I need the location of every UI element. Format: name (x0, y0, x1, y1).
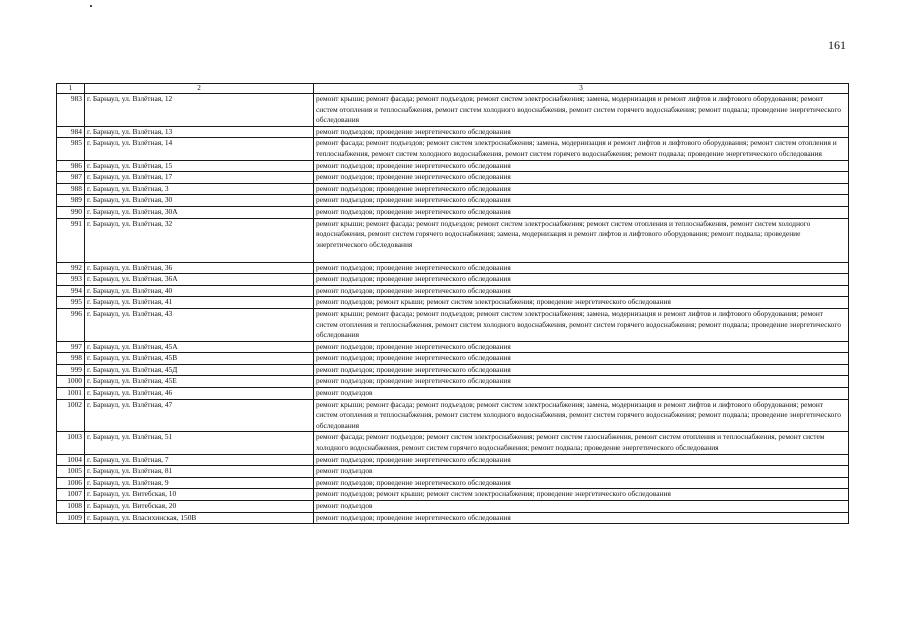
row-address: г. Барнаул, ул. Взлётная, 51 (85, 432, 314, 454)
table-row (57, 364, 849, 376)
row-number: 987 (57, 172, 85, 184)
row-number: 989 (57, 195, 85, 207)
scan-speck (90, 5, 92, 7)
table-header-row (57, 84, 849, 94)
row-number: 983 (57, 94, 85, 127)
row-works: ремонт подъездов; проведение энергетического обследования (314, 206, 849, 218)
row-address: г. Барнаул, ул. Взлётная, 36 (85, 262, 314, 274)
row-number: 1001 (57, 388, 85, 400)
row-address: г. Барнаул, ул. Взлётная, 45Е (85, 376, 314, 388)
row-works: ремонт фасада; ремонт подъездов; ремонт систем электроснабжения; замена, модернизация и ремонт лифтов и лифтового оборудования; ремонт систем отопления и теплоснабжения, ремонт систем холодного водоснабжения, ремонт систем горячего водоснабжения; ремонт подвала; проведение энергетического обследования (314, 138, 849, 160)
row-works: ремонт подъездов; проведение энергетического обследования (314, 195, 849, 207)
row-works: ремонт подъездов; проведение энергетического обследования (314, 126, 849, 138)
row-number: 986 (57, 160, 85, 172)
table-body (57, 84, 849, 524)
row-address: г. Барнаул, ул. Взлётная, 81 (85, 466, 314, 478)
table-row (57, 172, 849, 184)
row-number: 1006 (57, 477, 85, 489)
table-row (57, 183, 849, 195)
table-row (57, 218, 849, 262)
row-works: ремонт крыши; ремонт фасада; ремонт подъездов; ремонт систем электроснабжения; замена, модернизация и ремонт лифтов и лифтового оборудования; ремонт систем отопления и теплоснабжения, ремонт систем холодного водоснабжения, ремонт систем горячего водоснабжения; ремонт подвала; проведение энергетического обследования (314, 399, 849, 432)
row-number: 1000 (57, 376, 85, 388)
table-row (57, 477, 849, 489)
row-address: г. Барнаул, ул. Взлётная, 12 (85, 94, 314, 127)
row-number: 984 (57, 126, 85, 138)
table-row (57, 262, 849, 274)
table-row (57, 432, 849, 454)
row-number: 1004 (57, 454, 85, 466)
row-works: ремонт подъездов; проведение энергетического обследования (314, 262, 849, 274)
row-address: г. Барнаул, ул. Взлётная, 46 (85, 388, 314, 400)
table-row (57, 376, 849, 388)
row-works: ремонт подъездов (314, 388, 849, 400)
row-address: г. Барнаул, ул. Взлётная, 41 (85, 297, 314, 309)
repair-registry-table (56, 83, 849, 524)
row-address: г. Барнаул, ул. Взлётная, 43 (85, 308, 314, 341)
row-address: г. Барнаул, ул. Взлётная, 15 (85, 160, 314, 172)
row-works: ремонт подъездов; проведение энергетического обследования (314, 274, 849, 286)
row-number: 997 (57, 341, 85, 353)
row-number: 995 (57, 297, 85, 309)
row-works: ремонт подъездов; проведение энергетического обследования (314, 183, 849, 195)
row-number: 1003 (57, 432, 85, 454)
table-row (57, 138, 849, 160)
table-row (57, 126, 849, 138)
row-address: г. Барнаул, ул. Взлётная, 45В (85, 353, 314, 365)
row-works: ремонт подъездов; проведение энергетического обследования (314, 341, 849, 353)
row-number: 999 (57, 364, 85, 376)
row-number: 1009 (57, 512, 85, 524)
row-address: г. Барнаул, ул. Взлётная, 32 (85, 218, 314, 262)
table-row (57, 195, 849, 207)
row-address: г. Барнаул, ул. Взлётная, 7 (85, 454, 314, 466)
table-row (57, 274, 849, 286)
row-address: г. Барнаул, ул. Взлётная, 36А (85, 274, 314, 286)
table-row (57, 454, 849, 466)
row-works: ремонт подъездов; проведение энергетического обследования (314, 160, 849, 172)
row-number: 998 (57, 353, 85, 365)
row-address: г. Барнаул, ул. Взлётная, 13 (85, 126, 314, 138)
table-row (57, 466, 849, 478)
row-address: г. Барнаул, ул. Взлётная, 17 (85, 172, 314, 184)
row-address: г. Барнаул, ул. Взлётная, 47 (85, 399, 314, 432)
table-row (57, 399, 849, 432)
row-works: ремонт подъездов; проведение энергетического обследования (314, 353, 849, 365)
row-number: 996 (57, 308, 85, 341)
row-address: г. Барнаул, ул. Взлётная, 40 (85, 285, 314, 297)
row-address: г. Барнаул, ул. Власихинская, 150В (85, 512, 314, 524)
row-number: 992 (57, 262, 85, 274)
row-works: ремонт крыши; ремонт фасада; ремонт подъездов; ремонт систем электроснабжения; замена, модернизация и ремонт лифтов и лифтового оборудования; ремонт систем отопления и теплоснабжения, ремонт систем холодного водоснабжения, ремонт систем горячего водоснабжения; ремонт подвала; проведение энергетического обследования (314, 94, 849, 127)
row-address: г. Барнаул, ул. Взлётная, 45Д (85, 364, 314, 376)
row-number: 993 (57, 274, 85, 286)
row-works: ремонт подъездов (314, 466, 849, 478)
row-works: ремонт подъездов; проведение энергетического обследования (314, 285, 849, 297)
row-works: ремонт подъездов (314, 501, 849, 513)
row-address: г. Барнаул, ул. Витебская, 10 (85, 489, 314, 501)
table-row (57, 341, 849, 353)
row-works: ремонт подъездов; ремонт крыши; ремонт систем электроснабжения; проведение энергетического обследования (314, 489, 849, 501)
table-row (57, 285, 849, 297)
row-works: ремонт подъездов; проведение энергетического обследования (314, 376, 849, 388)
table-row (57, 160, 849, 172)
row-number: 990 (57, 206, 85, 218)
header-col-2: 2 (85, 84, 314, 94)
table-row (57, 501, 849, 513)
header-col-3: 3 (314, 84, 849, 94)
table-row (57, 388, 849, 400)
row-number: 1007 (57, 489, 85, 501)
row-number: 991 (57, 218, 85, 262)
row-works: ремонт подъездов; проведение энергетического обследования (314, 454, 849, 466)
table-row (57, 512, 849, 524)
row-works: ремонт подъездов; проведение энергетического обследования (314, 512, 849, 524)
row-number: 1002 (57, 399, 85, 432)
table-row (57, 206, 849, 218)
row-works: ремонт подъездов; проведение энергетического обследования (314, 477, 849, 489)
table-row (57, 489, 849, 501)
row-address: г. Барнаул, ул. Взлётная, 14 (85, 138, 314, 160)
row-address: г. Барнаул, ул. Взлётная, 9 (85, 477, 314, 489)
row-address: г. Барнаул, ул. Взлётная, 3 (85, 183, 314, 195)
row-address: г. Барнаул, ул. Взлётная, 30 (85, 195, 314, 207)
row-works: ремонт крыши; ремонт фасада; ремонт подъездов; ремонт систем электроснабжения; ремонт систем отопления и теплоснабжения, ремонт систем холодного водоснабжения, ремонт систем горячего водоснабжения; замена, модернизация и ремонт лифтов и лифтового оборудования; ремонт подвала; проведение энергетического обследования (314, 218, 849, 262)
row-number: 985 (57, 138, 85, 160)
row-address: г. Барнаул, ул. Взлётная, 45А (85, 341, 314, 353)
row-works: ремонт крыши; ремонт фасада; ремонт подъездов; ремонт систем электроснабжения; замена, модернизация и ремонт лифтов и лифтового оборудования; ремонт систем отопления и теплоснабжения, ремонт систем холодного водоснабжения, ремонт систем горячего водоснабжения; ремонт подвала; проведение энергетического обследования (314, 308, 849, 341)
row-works: ремонт подъездов; проведение энергетического обследования (314, 172, 849, 184)
table-row (57, 308, 849, 341)
table-row (57, 94, 849, 127)
row-number: 1008 (57, 501, 85, 513)
row-works: ремонт подъездов; проведение энергетического обследования (314, 364, 849, 376)
table-row (57, 297, 849, 309)
row-address: г. Барнаул, ул. Взлётная, 30А (85, 206, 314, 218)
row-number: 1005 (57, 466, 85, 478)
header-col-1: 1 (57, 84, 85, 94)
page-number: 161 (828, 38, 846, 52)
table-row (57, 353, 849, 365)
row-number: 994 (57, 285, 85, 297)
row-works: ремонт подъездов; ремонт крыши; ремонт систем электроснабжения; проведение энергетического обследования (314, 297, 849, 309)
row-number: 988 (57, 183, 85, 195)
row-address: г. Барнаул, ул. Витебская, 20 (85, 501, 314, 513)
row-works: ремонт фасада; ремонт подъездов; ремонт систем электроснабжения; ремонт систем газоснабжения, ремонт систем отопления и теплоснабжения, ремонт систем холодного водоснабжения, ремонт систем горячего водоснабжения; ремонт подвала; проведение энергетического обследования (314, 432, 849, 454)
